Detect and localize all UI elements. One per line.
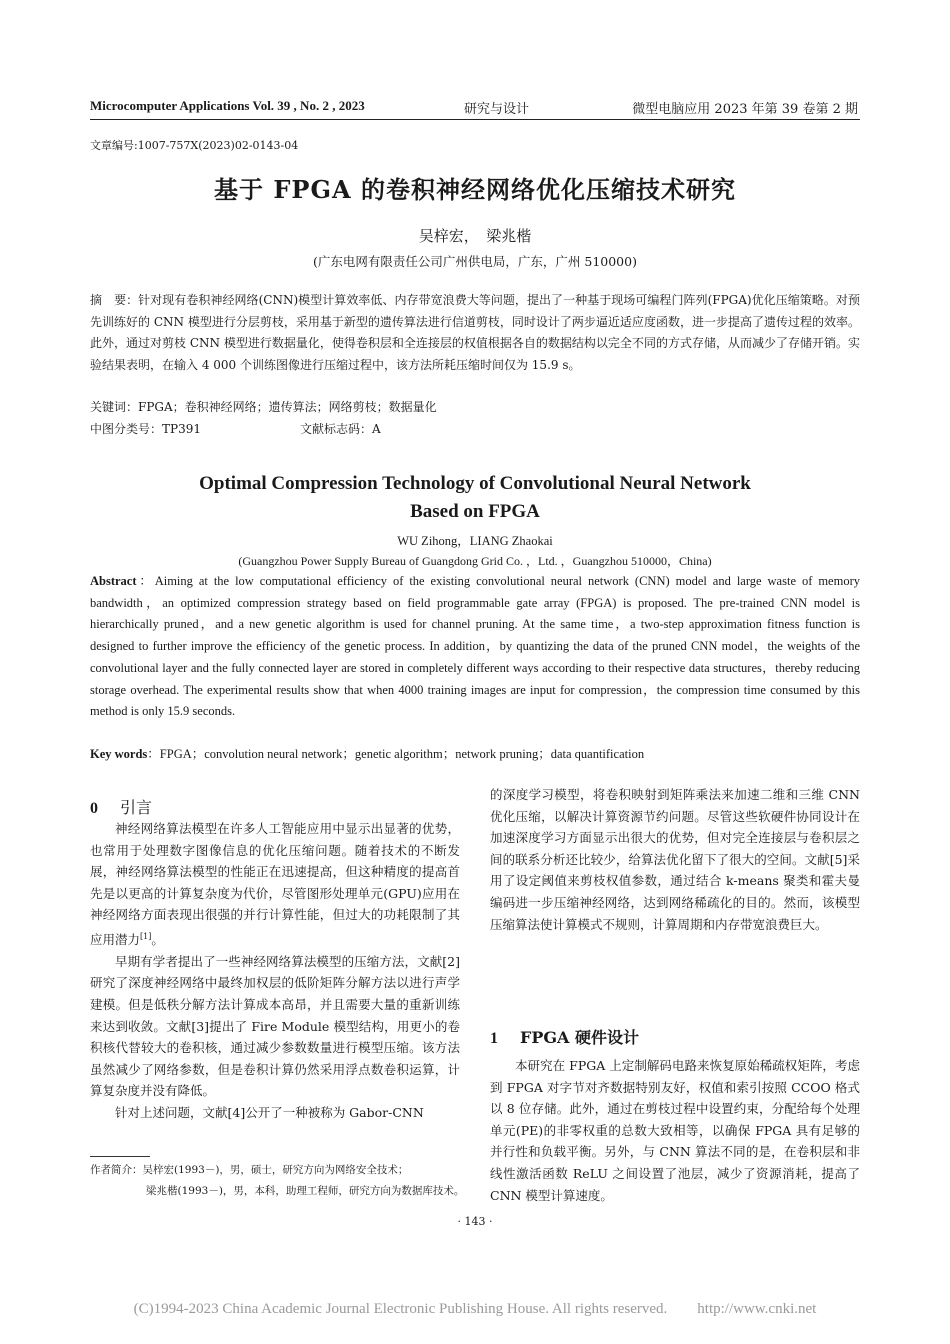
- article-number: 文章编号:1007-757X(2023)02-0143-04: [90, 139, 299, 152]
- page-number: · 143 ·: [457, 1215, 493, 1228]
- right-column-section1: [490, 1055, 860, 1206]
- copyright-watermark: (C)1994-2023 China Academic Journal Electronic Publishing House. All rights reserved. http://www.cnki.net: [133, 1301, 817, 1317]
- author-bio-2: 梁兆楷(1993－)，男，本科，助理工程师，研究方向为数据库技术。: [146, 1185, 465, 1197]
- affiliation-en: (Guangzhou Power Supply Bureau of Guangdong Grid Co. ，Ltd. ，Guangzhou 510000，China): [238, 554, 712, 568]
- section-1-title: FPGA 硬件设计: [520, 1028, 640, 1047]
- abstract-en-label: Abstract: [90, 574, 137, 588]
- citation[interactable]: [1]: [140, 931, 152, 941]
- authors-zh: 吴梓宏， 梁兆楷: [418, 227, 532, 245]
- header-divider: [90, 119, 860, 120]
- paragraph: 针对上述问题，文献[4]公开了一种被称为 Gabor-CNN: [115, 1104, 424, 1120]
- affiliation-zh: (广东电网有限责任公司广州供电局，广东，广州 510000): [313, 254, 637, 269]
- doc-code-zh: [300, 420, 381, 437]
- journal-name-zh: 微型电脑应用 2023 年第 39 卷第 2 期: [632, 102, 858, 117]
- paragraph: 本研究在 FPGA 上定制解码电路来恢复原始稀疏权矩阵，考虑到 FPGA 对字节对齐数据特别友好，权值和索引按照 CCOO 格式以 8 位存储。此外，通过在剪枝过程中设置约束，分配给每个处理单元(PE)的非零权重的总数大致相等，以确保 FPGA 具有足够的并行性和负载平衡。另外，与 CNN 算法不同的是，在卷积层和非线性激活函数 ReLU 之间设置了池层，减少了资源消耗，提高了 CNN 模型计算速度。: [490, 1058, 860, 1203]
- paper-title-en-line1: Optimal Compression Technology of Convolutional Neural Network: [199, 473, 751, 494]
- abstract-zh-label: 摘 要：: [90, 293, 139, 307]
- keywords-en: [90, 744, 644, 762]
- doc-code-zh-label: 文献标志码：: [300, 422, 373, 436]
- keywords-zh-label: 关键词：: [90, 400, 139, 414]
- section-0-heading: [90, 795, 152, 818]
- abstract-en: [90, 571, 860, 723]
- journal-name-en: Microcomputer Applications Vol. 39 , No. 2 , 2023: [90, 98, 365, 113]
- keywords-en-text: ：FPGA；convolution neural network；genetic algorithm；network pruning；data quantification: [147, 747, 645, 761]
- authors-en: WU Zihong，LIANG Zhaokai: [397, 534, 553, 548]
- keywords-en-label: Key words: [90, 747, 148, 761]
- classification-zh: [90, 420, 201, 437]
- keywords-zh-text: FPGA；卷积神经网络；遗传算法；网络剪枝；数据量化: [138, 400, 437, 414]
- abstract-en-text: ：Aiming at the low computational efficiency of the existing convolutional neural network (CNN) model and large waste of memory bandwidth，an optimized compression strategy based on field programmable gate array (FPGA) is proposed. The pre-trained CNN model is hierarchically pruned，and a new genetic algorithm is used for channel pruning. At the same time，a two-step approximation fitness function is designed to further improve the efficiency of the genetic process. In addition，by quantizing the data of the pruned CNN model，the weights of the convolutional layer and the fully connected layer are stored in completely different ways according to their respective data structures，thereby reducing storage overhead. The experimental results show that when 4000 training images are input for compression，the compression time consumed by this method is only 15.9 seconds.: [90, 574, 860, 719]
- paragraph: 的深度学习模型，将卷积映射到矩阵乘法来加速二维和三维 CNN 优化压缩，以解决计算资源节约问题。尽管这些软硬件协同设计在加速深度学习方面显示出很大的优势，但对完全连接层与卷积层之间的联系分析还比较少，给算法优化留下了很大的空间。文献[5]采用了设定阈值来剪枝权值参数，通过结合 k-means 聚类和霍夫曼编码进一步压缩神经网络，达到网络稀疏化的目的。然而，该模型压缩算法使计算模式不规则，计算周期和内存带宽浪费巨大。: [490, 787, 860, 932]
- paragraph-text: 神经网络算法模型在许多人工智能应用中显示出显著的优势，也常用于处理数字图像信息的优化压缩问题。随着技术的不断发展，神经网络算法模型的性能正在迅速提高，但这种精度的提高首先是以更高的计算复杂度为代价，尽管图形处理单元(GPU)应用在神经网络方面表现出很强的并行计算性能，但过大的功耗限制了其应用潜力: [90, 821, 460, 948]
- keywords-zh: [90, 398, 437, 415]
- abstract-zh: [90, 290, 860, 376]
- paper-title-en: [90, 470, 860, 526]
- paragraph: [90, 818, 460, 951]
- section-label: 研究与设计: [464, 102, 530, 117]
- classification-zh-text: TP391: [162, 422, 201, 436]
- paragraph-end: 。: [151, 932, 164, 948]
- abstract-zh-text: 针对现有卷积神经网络(CNN)模型计算效率低、内存带宽浪费大等问题，提出了一种基于现场可编程门阵列(FPGA)优化压缩策略。对预先训练好的 CNN 模型进行分层剪枝，采用基于新型的遗传算法进行信道剪枝，同时设计了两步逼近适应度函数，进一步提高了遗传过程的效率。此外，通过对剪枝 CNN 模型进行数据量化，使得卷积层和全连接层的权值根据各自的数据结构以完全不同的方式存储，从而减少了存储开销。实验结果表明，在输入 4 000 个训练图像进行压缩过程中，该方法所耗压缩时间仅为 15.9 s。: [90, 293, 860, 372]
- footnote-divider: [90, 1156, 150, 1157]
- paper-title-en-line2: Based on FPGA: [410, 501, 540, 522]
- section-1-heading: [490, 1025, 639, 1048]
- author-bio-1: 作者简介：吴梓宏(1993－)，男，硕士，研究方向为网络安全技术；: [90, 1164, 409, 1176]
- right-column: [490, 784, 860, 935]
- doc-code-zh-text: A: [372, 422, 381, 436]
- section-0-title: 引言: [120, 798, 153, 817]
- section-0-number: 0: [90, 800, 98, 817]
- section-1-number: 1: [490, 1030, 498, 1047]
- paragraph: 早期有学者提出了一些神经网络算法模型的压缩方法，文献[2]研究了深度神经网络中最终加权层的低阶矩阵分解方法以进行声学建模。但是低秩分解方法计算成本高昂，并且需要大量的重新训练来达到收敛。文献[3]提出了 Fire Module 模型结构，用更小的卷积核代替较大的卷积核，通过减少参数数量进行模型压缩。该方法虽然减少了网络参数，但是卷积计算仍然采用浮点数卷积运算，计算复杂度并没有降低。: [90, 953, 460, 1099]
- left-column: [90, 818, 460, 1123]
- paper-title-zh: 基于 FPGA 的卷积神经网络优化压缩技术研究: [214, 175, 736, 204]
- classification-zh-label: 中图分类号：: [90, 422, 163, 436]
